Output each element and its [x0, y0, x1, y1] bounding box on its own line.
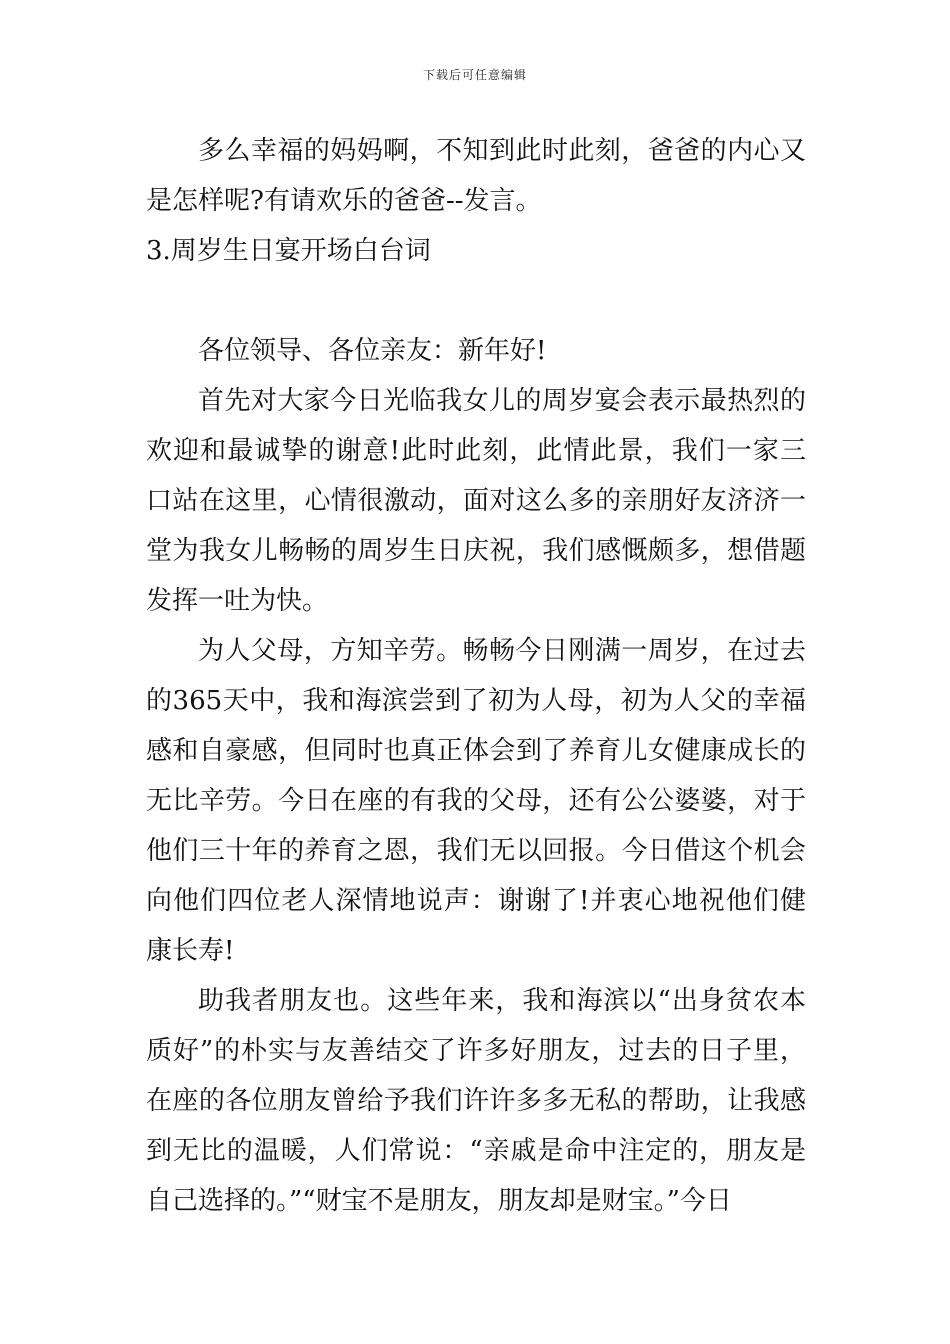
- header-note: 下载后可任意编辑: [422, 68, 527, 82]
- paragraph-welcome: 首先对大家今日光临我女儿的周岁宴会表示最热烈的欢迎和最诚挚的谢意!此时此刻，此情此景，我们一家三口站在这里，心情很激动，面对这么多的亲朋好友济济一堂为我女儿畅畅的周岁生日庆祝，我们感慨颇多，想借题发挥一吐为快。: [146, 386, 806, 616]
- paragraph-parents: 为人父母，方知辛劳。畅畅今日刚满一周岁，在过去的365天中，我和海滨尝到了初为人母，初为人父的幸福感和自豪感，但同时也真正体会到了养育儿女健康成长的无比辛劳。今日在座的有我的父母，还有公公婆婆，对于他们三十年的养育之恩，我们无以回报。今日借这个机会向他们四位老人深情地说声：谢谢了!并衷心地祝他们健康长寿!: [146, 636, 806, 966]
- paragraph-friends: 助我者朋友也。这些年来，我和海滨以“出身贫农本质好”的朴实与友善结交了许多好朋友，过去的日子里，在座的各位朋友曾给予我们许许多多无私的帮助，让我感到无比的温暖，人们常说：“亲戚是命中注定的，朋友是自己选择的。”“财宝不是朋友，朋友却是财宝。”今日: [146, 986, 806, 1216]
- section-heading: 3.周岁生日宴开场白台词: [146, 236, 431, 266]
- paragraph-greeting: 各位领导、各位亲友：新年好!: [198, 336, 547, 366]
- document-body: [146, 126, 806, 1226]
- blank-line: [146, 276, 806, 326]
- paragraph-1: 多么幸福的妈妈啊，不知到此时此刻，爸爸的内心又是怎样呢?有请欢乐的爸爸--发言。: [146, 136, 806, 216]
